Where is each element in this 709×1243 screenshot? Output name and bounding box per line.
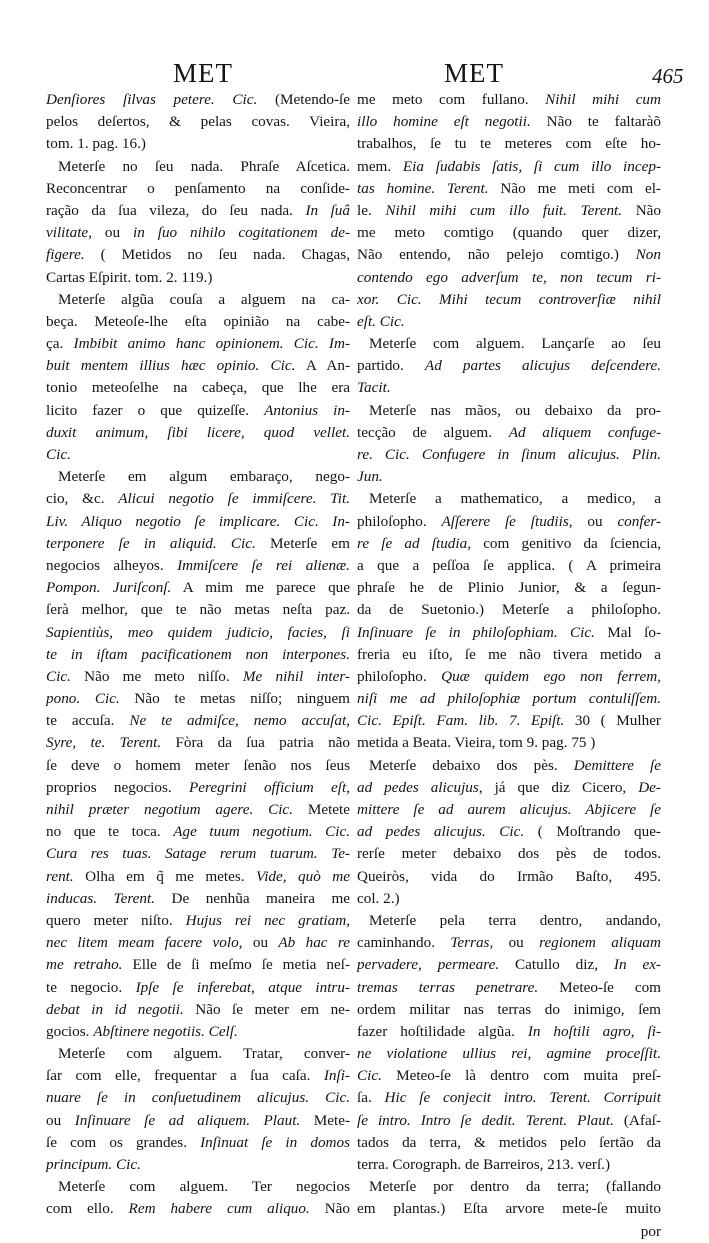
text-line: te accuſa. Ne te admiſce, nemo accuſat, xyxy=(46,712,350,730)
text-line: por xyxy=(640,1222,661,1240)
text-line: principum. Cic. xyxy=(46,1156,141,1173)
text-line: Cartas Eſpirit. tom. 2. 119.) xyxy=(46,268,213,286)
text-line: ou Inſinuare ſe ad aliquem. Plaut. Mete- xyxy=(46,1111,350,1129)
text-line: ad pedes alicujus, já que diz Cicero, De- xyxy=(357,778,661,796)
text-line: col. 2.) xyxy=(357,889,400,907)
text-line: Meterſe debaixo dos pès. Demittere ſe xyxy=(369,756,661,774)
text-line: caminhando. Terras, ou regionem aliquam xyxy=(357,934,661,952)
text-line: Meterſe a mathematico, a medico, a xyxy=(369,490,661,508)
text-line: tremas terras penetrare. Meteo-ſe com xyxy=(357,978,661,996)
text-line: tecção de alguem. Ad aliquem confuge- xyxy=(357,423,661,441)
text-line: mittere ſe ad aurem alicujus. Abjicere ſe xyxy=(357,801,661,818)
text-line: Syre, te. Terent. Fòra da ſua patria não xyxy=(46,734,350,752)
text-line: partido. Ad partes alicujus deſcendere. xyxy=(357,357,661,375)
text-line: illo homine eſt negotii. Não te faltaràõ xyxy=(357,113,661,131)
text-line: Jun. xyxy=(357,468,383,486)
text-line: em plantas.) Eſta arvore mete-ſe muito xyxy=(357,1200,661,1218)
text-line: Pompon. Juriſconſ. A mim me parece que xyxy=(46,579,350,597)
text-line: fazer hoſtilidade algũa. In hoſtili agro, ſi- xyxy=(357,1022,661,1040)
text-line: Meterſe pela terra dentro, andando, xyxy=(369,911,661,929)
page-number: 465 xyxy=(652,64,684,88)
text-line: Tacit. xyxy=(357,379,391,397)
right-column xyxy=(357,89,661,1243)
text-line: me meto comtigo (quando quer dizer, xyxy=(357,224,661,242)
text-line: ſe intro. Intro ſe dedit. Terent. Plaut. (Afaſ- xyxy=(357,1111,661,1129)
text-line: beça. Meteoſe-lhe eſta opinião na cabe- xyxy=(46,312,350,330)
text-line: Meterſe com alguem. Tratar, conver- xyxy=(58,1045,350,1063)
text-line: ad pedes alicujus. Cic. ( Moſtrando que- xyxy=(357,823,661,841)
text-line: re. Cic. Confugere in ſinum alicujus. Plin. xyxy=(357,446,661,463)
text-line: no que te toca. Age tuum negotium. Cic. xyxy=(46,823,350,841)
text-line: tados da terra, & metidos pelo ſertão da xyxy=(357,1133,661,1151)
text-line: Cic. xyxy=(46,446,71,463)
text-line: ſe com os grandes. Inſinuat ſe in domos xyxy=(46,1133,350,1151)
text-line: da de Suetonio.) Meterſe a philoſopho. xyxy=(357,601,661,619)
text-line: me meto com fullano. Nihil mihi cum xyxy=(357,91,661,108)
text-line: Inſinuare ſe in philoſophiam. Cic. Mal ſo- xyxy=(357,623,661,641)
text-line: proprios negocios. Peregrini officium eſt, xyxy=(46,778,350,796)
text-line: Meterſe algũa couſa a alguem na ca- xyxy=(58,290,350,308)
text-line: te in iſtam pacificationem non interpones. xyxy=(46,645,350,663)
text-line: debat in id negotii. Não ſe meter em ne- xyxy=(46,1000,350,1018)
text-line: Denſiores ſilvas petere. Cic. (Metendo-ſe xyxy=(46,91,350,108)
text-line: Meterſe nas mãos, ou debaixo da pro- xyxy=(369,401,661,419)
text-line: me retraho. Elle de ſi meſmo ſe metia neſ- xyxy=(46,956,350,974)
text-line: tas homine. Terent. Não me meti com el- xyxy=(357,179,661,197)
text-line: licito fazer o que quizeſſe. Antonius in- xyxy=(46,401,350,419)
text-line: pono. Cic. Não te metas niſſo; ninguem xyxy=(46,690,350,708)
text-line: Cic. Epiſt. Fam. lib. 7. Epiſt. 30 ( Mulher xyxy=(357,712,661,730)
text-line: Não entendo, não pelejo comtigo.) Non xyxy=(357,246,661,264)
text-line: Queiròs, vida do Irmão Baſto, 495. xyxy=(357,867,661,885)
text-line: pelos deſertos, & pelas covas. Vieira, xyxy=(46,113,350,131)
text-line: trabalhos, ſe tu te meteres com eſte ho- xyxy=(357,135,661,153)
text-line: phraſe he de Plinio Junior, & a ſegun- xyxy=(357,579,661,597)
text-line: Meterſe com alguem. Lançarſe ao ſeu xyxy=(369,335,661,353)
text-line: le. Nihil mihi cum illo fuit. Terent. Não xyxy=(357,201,661,219)
text-line: xor. Cic. Mihi tecum controverſiæ nihil xyxy=(357,290,661,308)
text-line: Meterſe em algum embaraço, nego- xyxy=(58,468,350,486)
running-head-left: MET xyxy=(173,58,233,88)
text-line: vilitate, ou in ſuo nihilo cogitationem de- xyxy=(46,224,350,242)
text-line: nuare ſe in conſuetudinem alicujus. Cic. xyxy=(46,1089,350,1107)
text-line: gocios. Abſtinere negotiis. Celſ. xyxy=(46,1022,238,1040)
text-line: mem. Eia ſudabis ſatis, ſi cum illo incep- xyxy=(357,157,661,175)
text-line: contendo ego adverſum te, non tecum ri- xyxy=(357,268,661,286)
text-line: quero meter niſto. Hujus rei nec gratiam, xyxy=(46,911,350,929)
text-line: ſa. Hic ſe conjecit intro. Terent. Corripuit xyxy=(357,1089,661,1107)
text-line: Meterſe por dentro da terra; (fallando xyxy=(369,1178,661,1196)
text-line: freria eu iſto, ſe me não tivera metido a xyxy=(357,645,661,663)
text-line: re ſe ad ſtudia, com genitivo da ſciencia, xyxy=(357,534,661,552)
text-line: nihil præter negotium agere. Cic. Metete xyxy=(46,801,350,818)
text-line: duxit animum, ſibi licere, quod vellet. xyxy=(46,423,350,441)
text-line: ordem militar nas terras do inimigo, ſem xyxy=(357,1000,661,1018)
text-line: tonio meteoſelhe na cabeça, que lhe era xyxy=(46,379,350,397)
text-line: Meterſe com alguem. Ter negocios xyxy=(58,1178,350,1196)
text-line: Liv. Aliquo negotio ſe implicare. Cic. In- xyxy=(46,512,350,530)
text-line: pervadere, permeare. Catullo diz, In ex- xyxy=(357,956,661,974)
text-line: cio, &c. Alicui negotio ſe immiſcere. Tit. xyxy=(46,490,350,508)
text-line: Sapientiùs, meo quidem judicio, facies, ſi xyxy=(46,623,350,641)
text-line: ça. Imbibit animo hanc opinionem. Cic. Im- xyxy=(46,335,350,353)
running-head-right: MET xyxy=(444,58,504,88)
text-line: terponere ſe in aliquid. Cic. Meterſe em xyxy=(46,534,350,552)
text-line: Meterſe no ſeu nada. Phraſe Aſcetica. xyxy=(58,157,350,175)
text-line: buit mentem illius hæc opinio. Cic. A An- xyxy=(46,357,350,375)
text-line: ração da ſua vileza, do ſeu nada. In ſuâ xyxy=(46,201,350,219)
text-line: philoſopho. Quæ quidem ego non ferrem, xyxy=(357,667,661,685)
text-line: a que a peſſoa ſe applica. ( A primeira xyxy=(357,556,661,574)
text-line: Cic. Não me meto niſſo. Me nihil inter- xyxy=(46,667,350,685)
text-line: niſi me ad philoſophiæ portum contuliſſem. xyxy=(357,690,661,708)
text-line: ne violatione ullius rei, agmine proceſſit. xyxy=(357,1045,661,1063)
text-line: philoſopho. Aſſerere ſe ſtudiis, ou confer- xyxy=(357,512,661,530)
text-line: negocios alheyos. Immiſcere ſe rei alienæ. xyxy=(46,556,350,574)
text-line: nec litem meam facere volo, ou Ab hac re xyxy=(46,934,350,952)
text-line: Cura res tuas. Satage rerum tuarum. Te- xyxy=(46,845,350,863)
text-line: eſt. Cic. xyxy=(357,312,405,330)
text-line: com ello. Rem habere cum aliquo. Não xyxy=(46,1200,350,1218)
text-line: tom. 1. pag. 16.) xyxy=(46,135,146,153)
left-column xyxy=(46,89,350,1221)
text-line: ſerà melhor, que te não metas neſta paz. xyxy=(46,601,350,619)
text-line: ſar com elle, frequentar a ſua caſa. Inſi- xyxy=(46,1067,350,1085)
text-line: Cic. Meteo-ſe là dentro com muita preſ- xyxy=(357,1067,661,1085)
text-line: metida a Beata. Vieira, tom 9. pag. 75 ) xyxy=(357,734,596,752)
text-line: Reconcentrar o penſamento na conſide- xyxy=(46,179,350,197)
text-line: ſe deve o homem meter ſenão nos ſeus xyxy=(46,756,350,774)
text-line: inducas. Terent. De nenhũa maneira me xyxy=(46,889,350,907)
text-line: te negocio. Ipſe ſe inferebat, atque intru- xyxy=(46,978,350,996)
text-line: figere. ( Metidos no ſeu nada. Chagas, xyxy=(46,246,350,264)
text-line: terra. Corograph. de Barreiros, 213. verſ.) xyxy=(357,1156,611,1173)
text-line: rerſe meter debaixo dos pès de todos. xyxy=(357,845,661,863)
text-line: rent. Olha em q̃ me metes. Vide, quò me xyxy=(46,867,350,885)
